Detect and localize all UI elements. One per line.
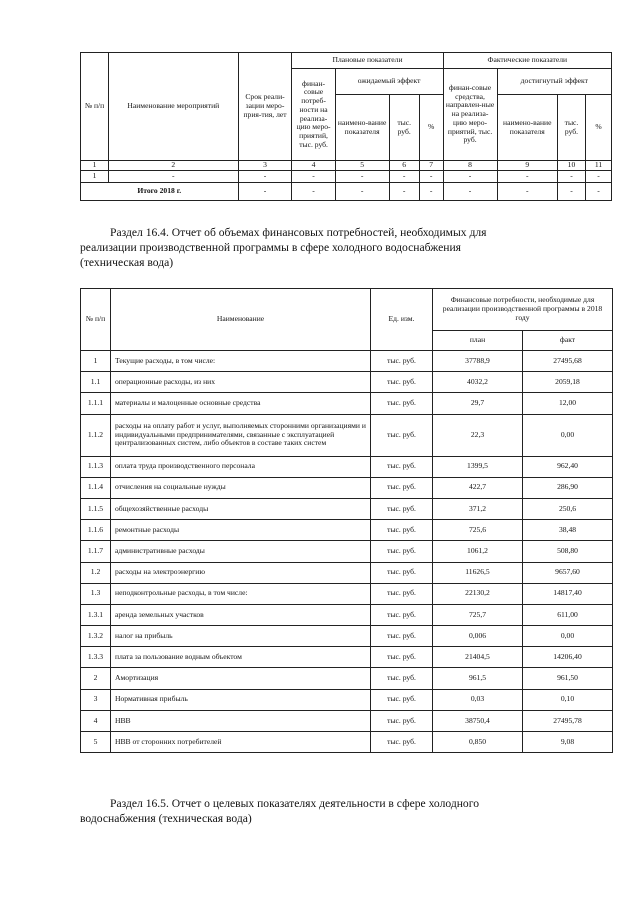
- fact-indicators-header: Фактические показатели: [443, 53, 611, 69]
- column-number: 5: [335, 161, 389, 171]
- row-unit: тыс. руб.: [371, 351, 433, 372]
- row-plan-value: 725,7: [433, 604, 523, 625]
- row-unit: тыс. руб.: [371, 456, 433, 477]
- row-fact-value: 611,00: [523, 604, 613, 625]
- table-cell: -: [335, 183, 389, 201]
- table-cell: -: [389, 171, 419, 183]
- row-number: 1: [81, 351, 111, 372]
- col-number-header: № п/п: [81, 53, 109, 161]
- column-number: 2: [109, 161, 238, 171]
- section-heading-16-4: [80, 225, 612, 270]
- row-name: ремонтные расходы: [111, 520, 371, 541]
- row-fact-value: 0,00: [523, 626, 613, 647]
- row-name: общехозяйственные расходы: [111, 498, 371, 519]
- row-plan-value: 1061,2: [433, 541, 523, 562]
- row-unit: тыс. руб.: [371, 626, 433, 647]
- table-cell: -: [557, 183, 585, 201]
- row-fact-value: 27495,78: [523, 710, 613, 731]
- row-fact-value: 508,80: [523, 541, 613, 562]
- plan-indicators-header: Плановые показатели: [292, 53, 443, 69]
- row-fact-value: 961,50: [523, 668, 613, 689]
- row-unit: тыс. руб.: [371, 477, 433, 498]
- row-plan-value: 4032,2: [433, 372, 523, 393]
- row-name: материалы и малоценные основные средства: [111, 393, 371, 414]
- table-row: [81, 456, 613, 477]
- col-measure-name-header: Наименование мероприятий: [109, 53, 238, 161]
- col-fact-header: факт: [523, 331, 613, 351]
- row-number: 1.1.7: [81, 541, 111, 562]
- col-number-header: № п/п: [81, 289, 111, 351]
- row-number: 1.3.3: [81, 647, 111, 668]
- table-cell: -: [292, 171, 335, 183]
- row-number: 1.1.6: [81, 520, 111, 541]
- row-name: Амортизация: [111, 668, 371, 689]
- table-row: [81, 520, 613, 541]
- row-fact-value: 14817,40: [523, 583, 613, 604]
- column-number: 6: [389, 161, 419, 171]
- row-plan-value: 37788,9: [433, 351, 523, 372]
- table-row: [81, 647, 613, 668]
- column-number: 11: [586, 161, 612, 171]
- row-fact-value: 2059,18: [523, 372, 613, 393]
- row-plan-value: 0,850: [433, 732, 523, 753]
- row-plan-value: 422,7: [433, 477, 523, 498]
- table-row: [81, 171, 612, 183]
- row-number: 1.1.4: [81, 477, 111, 498]
- row-plan-value: 1399,5: [433, 456, 523, 477]
- row-plan-value: 22,3: [433, 414, 523, 456]
- row-number: 1.1.2: [81, 414, 111, 456]
- fact-financial-header: финан-совые средства, направлен-ные на реализа-цию меро-приятий, тыс. руб.: [443, 69, 497, 161]
- row-number: 3: [81, 689, 111, 710]
- row-fact-value: 14206,40: [523, 647, 613, 668]
- financial-needs-table: [80, 288, 613, 753]
- row-name: оплата труда производственного персонала: [111, 456, 371, 477]
- table-row: [81, 477, 613, 498]
- row-fact-value: 12,00: [523, 393, 613, 414]
- heading-line: водоснабжения (техническая вода): [80, 812, 252, 825]
- row-unit: тыс. руб.: [371, 732, 433, 753]
- row-unit: тыс. руб.: [371, 372, 433, 393]
- row-unit: тыс. руб.: [371, 541, 433, 562]
- row-fact-value: 286,90: [523, 477, 613, 498]
- column-number: 1: [81, 161, 109, 171]
- row-name: НВВ от сторонних потребителей: [111, 732, 371, 753]
- row-plan-value: 22130,2: [433, 583, 523, 604]
- row-name: НВВ: [111, 710, 371, 731]
- row-unit: тыс. руб.: [371, 414, 433, 456]
- row-name: Нормативная прибыль: [111, 689, 371, 710]
- section-heading-16-5: [80, 796, 612, 826]
- row-number: 1.3: [81, 583, 111, 604]
- row-unit: тыс. руб.: [371, 647, 433, 668]
- col-unit-header: Ед. изм.: [371, 289, 433, 351]
- fact-indicator-name-header: наимено-вание показателя: [497, 95, 557, 161]
- row-number: 1.1.3: [81, 456, 111, 477]
- table-row: [81, 668, 613, 689]
- table-row: [81, 541, 613, 562]
- table-row: [81, 583, 613, 604]
- row-fact-value: 0,00: [523, 414, 613, 456]
- row-plan-value: 725,6: [433, 520, 523, 541]
- row-unit: тыс. руб.: [371, 689, 433, 710]
- table-cell: -: [557, 171, 585, 183]
- table-cell: -: [419, 183, 443, 201]
- row-number: 1.1.1: [81, 393, 111, 414]
- column-numbers-row: [81, 161, 612, 171]
- table-cell: -: [238, 183, 292, 201]
- plan-effect-header: ожидаемый эффект: [335, 69, 443, 95]
- row-fact-value: 27495,68: [523, 351, 613, 372]
- row-number: 1.3.1: [81, 604, 111, 625]
- row-name: Текущие расходы, в том числе:: [111, 351, 371, 372]
- row-plan-value: 961,5: [433, 668, 523, 689]
- row-number: 1.2: [81, 562, 111, 583]
- table-row: [81, 372, 613, 393]
- fact-pct-header: %: [586, 95, 612, 161]
- table-cell: -: [109, 171, 238, 183]
- table-cell: 1: [81, 171, 109, 183]
- financial-needs-body: [81, 351, 613, 753]
- table-cell: -: [419, 171, 443, 183]
- table-cell: -: [586, 171, 612, 183]
- row-fact-value: 9,08: [523, 732, 613, 753]
- col-financial-needs-header: Финансовые потребности, необходимые для реализации производственной программы в 2018 году: [433, 289, 613, 331]
- row-name: неподконтрольные расходы, в том числе:: [111, 583, 371, 604]
- row-fact-value: 250,6: [523, 498, 613, 519]
- table-cell: -: [238, 171, 292, 183]
- col-term-header: Срок реали-зации меро-прия-тия, лет: [238, 53, 292, 161]
- row-number: 1.1.5: [81, 498, 111, 519]
- col-plan-header: план: [433, 331, 523, 351]
- row-fact-value: 9657,60: [523, 562, 613, 583]
- table-row: [81, 414, 613, 456]
- row-fact-value: 0,10: [523, 689, 613, 710]
- row-plan-value: 371,2: [433, 498, 523, 519]
- heading-line: Раздел 16.5. Отчет о целевых показателях деятельности в сфере холодного: [110, 797, 479, 810]
- row-plan-value: 38750,4: [433, 710, 523, 731]
- row-unit: тыс. руб.: [371, 604, 433, 625]
- row-name: аренда земельных участков: [111, 604, 371, 625]
- heading-line: Раздел 16.4. Отчет об объемах финансовых потребностей, необходимых для: [110, 226, 487, 239]
- table-cell: -: [586, 183, 612, 201]
- row-fact-value: 962,40: [523, 456, 613, 477]
- row-number: 1.3.2: [81, 626, 111, 647]
- column-number: 4: [292, 161, 335, 171]
- table-row: [81, 351, 613, 372]
- row-unit: тыс. руб.: [371, 668, 433, 689]
- row-unit: тыс. руб.: [371, 393, 433, 414]
- plan-indicator-name-header: наимено-вание показателя: [335, 95, 389, 161]
- row-unit: тыс. руб.: [371, 583, 433, 604]
- table-cell: -: [443, 171, 497, 183]
- col-name-header: Наименование: [111, 289, 371, 351]
- heading-line: (техническая вода): [80, 256, 174, 269]
- table-cell: -: [497, 183, 557, 201]
- table-cell: -: [292, 183, 335, 201]
- table-cell: -: [389, 183, 419, 201]
- column-number: 7: [419, 161, 443, 171]
- row-plan-value: 29,7: [433, 393, 523, 414]
- table-row: [81, 604, 613, 625]
- column-number: 8: [443, 161, 497, 171]
- row-plan-value: 21404,5: [433, 647, 523, 668]
- total-label: Итого 2018 г.: [81, 183, 239, 201]
- table-row: [81, 498, 613, 519]
- row-name: операционные расходы, из них: [111, 372, 371, 393]
- table-row: [81, 393, 613, 414]
- fact-rub-header: тыс. руб.: [557, 95, 585, 161]
- plan-rub-header: тыс. руб.: [389, 95, 419, 161]
- row-name: плата за пользование водным объектом: [111, 647, 371, 668]
- table-row: [81, 689, 613, 710]
- column-number: 10: [557, 161, 585, 171]
- row-number: 2: [81, 668, 111, 689]
- fact-effect-header: достигнутый эффект: [497, 69, 611, 95]
- row-name: налог на прибыль: [111, 626, 371, 647]
- column-number: 9: [497, 161, 557, 171]
- row-name: административные расходы: [111, 541, 371, 562]
- row-number: 1.1: [81, 372, 111, 393]
- table-cell: -: [497, 171, 557, 183]
- row-plan-value: 0,006: [433, 626, 523, 647]
- row-unit: тыс. руб.: [371, 562, 433, 583]
- row-plan-value: 0,03: [433, 689, 523, 710]
- plan-pct-header: %: [419, 95, 443, 161]
- table-cell: -: [443, 183, 497, 201]
- row-name: расходы на электроэнергию: [111, 562, 371, 583]
- table-row: [81, 710, 613, 731]
- row-name: расходы на оплату работ и услуг, выполняемых сторонними организациями и индивидуальными предпринимателями, связанные с эксплуатацией централизованных систем, либо объектов в составе таких систем: [111, 414, 371, 456]
- row-name: отчисления на социальные нужды: [111, 477, 371, 498]
- heading-line: реализации производственной программы в сфере холодного водоснабжения: [80, 241, 461, 254]
- row-fact-value: 38,48: [523, 520, 613, 541]
- total-row: [81, 183, 612, 201]
- row-number: 5: [81, 732, 111, 753]
- table-row: [81, 732, 613, 753]
- row-number: 4: [81, 710, 111, 731]
- table-cell: -: [335, 171, 389, 183]
- row-plan-value: 11626,5: [433, 562, 523, 583]
- row-unit: тыс. руб.: [371, 498, 433, 519]
- plan-financial-header: финан-совые потреб-ности на реализа-цию меро-приятий, тыс. руб.: [292, 69, 335, 161]
- column-number: 3: [238, 161, 292, 171]
- table-row: [81, 626, 613, 647]
- measures-table: [80, 52, 612, 201]
- row-unit: тыс. руб.: [371, 520, 433, 541]
- row-unit: тыс. руб.: [371, 710, 433, 731]
- table-row: [81, 562, 613, 583]
